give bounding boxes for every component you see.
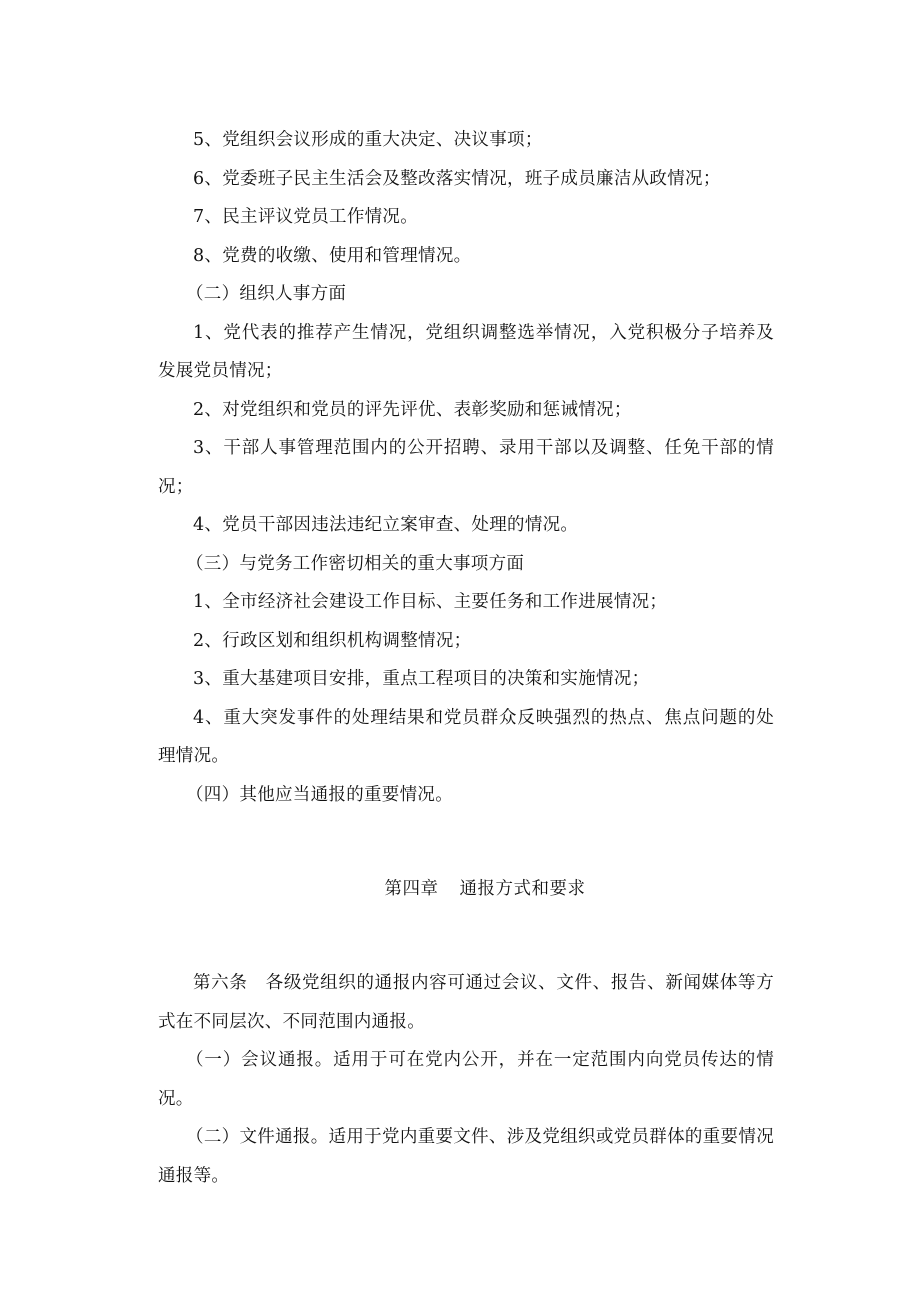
chapter-title: 通报方式和要求 (459, 879, 586, 899)
method-2-document-notification: （二）文件通报。适用于党内重要文件、涉及党组织或党员群体的重要情况通报等。 (158, 1127, 774, 1186)
clause-3-infrastructure-projects: 3、重大基建项目安排，重点工程项目的决策和实施情况； (193, 669, 650, 689)
clause-7-member-evaluation: 7、民主评议党员工作情况。 (193, 207, 419, 227)
chapter-heading (158, 814, 774, 964)
clause-2-awards-discipline: 2、对党组织和党员的评先评优、表彰奖励和惩诫情况； (193, 399, 632, 420)
article-6-notification-methods: 第六条 各级党组织的通报内容可通过会议、文件、报告、新闻媒体等方式在不同层次、不同范围内通报。 (158, 973, 774, 1032)
method-1-meeting-notification: （一）会议通报。适用于可在党内公开，并在一定范围内向党员传达的情况。 (158, 1050, 774, 1109)
section-3-major-matters: （三）与党务工作密切相关的重大事项方面 (186, 553, 525, 574)
clause-1-delegates-elections: 1、党代表的推荐产生情况，党组织调整选举情况，入党积极分子培养及发展党员情况； (158, 322, 774, 381)
clause-4-emergency-events: 4、重大突发事件的处理结果和党员群众反映强烈的热点、焦点问题的处理情况。 (158, 707, 774, 766)
document-page (158, 121, 774, 1195)
section-2-organization-personnel: （二）组织人事方面 (186, 284, 347, 304)
clause-3-cadre-management: 3、干部人事管理范围内的公开招聘、录用干部以及调整、任免干部的情况； (158, 438, 774, 497)
clause-2-administrative-division: 2、行政区划和组织机构调整情况； (193, 630, 472, 651)
section-4-other-matters: （四）其他应当通报的重要情况。 (186, 784, 453, 805)
chapter-number: 第四章 (384, 879, 439, 899)
clause-4-violation-review: 4、党员干部因违法违纪立案审查、处理的情况。 (193, 515, 579, 535)
clause-6-democratic-life-meeting: 6、党委班子民主生活会及整改落实情况，班子成员廉洁从政情况； (193, 168, 721, 189)
clause-1-economic-goals: 1、全市经济社会建设工作目标、主要任务和工作进展情况； (193, 592, 668, 612)
clause-5-meeting-decisions: 5、党组织会议形成的重大决定、决议事项； (193, 130, 543, 150)
clause-8-party-dues: 8、党费的收缴、使用和管理情况。 (193, 245, 472, 266)
